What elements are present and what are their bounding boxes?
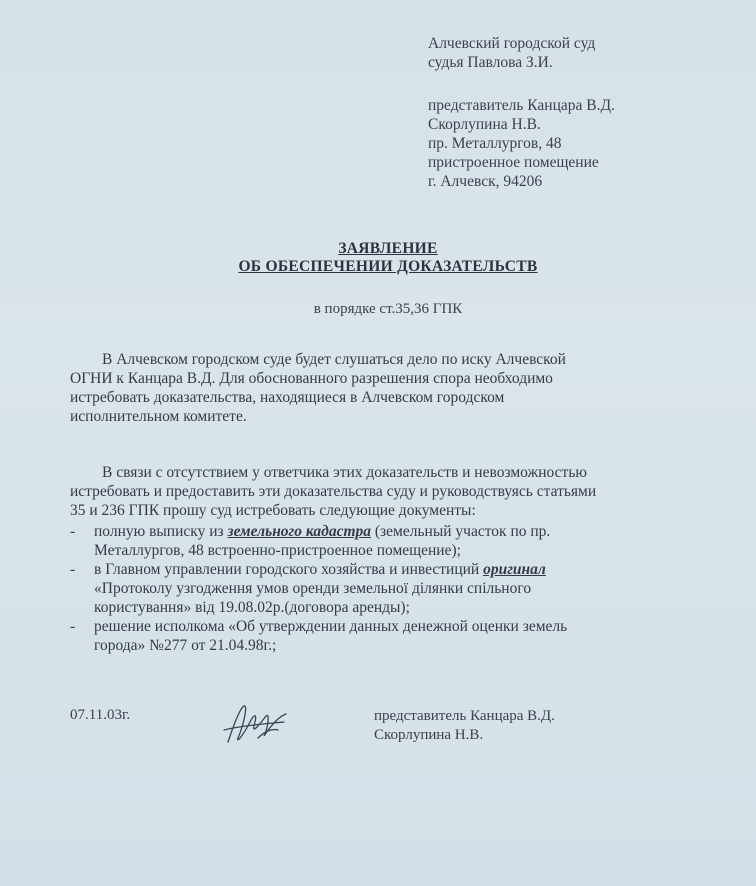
recipient-judge: судья Павлова З.И. xyxy=(428,54,553,71)
list-item-line: користування» від 19.08.02р.(договора аренды); xyxy=(94,599,410,616)
signatory-line-1: представитель Канцара В.Д. xyxy=(374,708,555,724)
list-item-line: решение исполкома «Об утверждении данных денежной оценки земель xyxy=(94,618,568,635)
list-item-line: города» №277 от 21.04.98г.; xyxy=(94,637,277,654)
paragraph-2-line: 35 и 236 ГПК прошу суд истребовать следующие документы: xyxy=(70,502,476,519)
legal-basis: в порядке ст.35,36 ГПК xyxy=(313,301,463,317)
document-date: 07.11.03г. xyxy=(70,707,131,723)
emphasis-original: оригинал xyxy=(483,561,546,578)
list-item-line xyxy=(94,522,740,541)
sender-line-4: пристроенное помещение xyxy=(428,154,599,171)
paragraph-1 xyxy=(70,350,740,426)
list-item-line: «Протоколу узгодження умов оренди земельної ділянки спільного xyxy=(94,580,532,597)
sender-line-2: Скорлупина Н.В. xyxy=(428,116,541,133)
sender-line-3: пр. Металлургов, 48 xyxy=(428,135,562,152)
paragraph-2 xyxy=(70,463,740,520)
list-dash: - xyxy=(70,523,76,540)
paragraph-2-line: истребовать и предоставить эти доказательства суду и руководствуясь статьями xyxy=(70,483,597,500)
list-item xyxy=(70,617,740,655)
paragraph-1-line: истребовать доказательства, находящиеся в Алчевском городском xyxy=(70,389,505,406)
list-item-text: (земельный участок по пр. xyxy=(371,523,551,540)
document-title-subject: ОБ ОБЕСПЕЧЕНИИ ДОКАЗАТЕЛЬСТВ xyxy=(238,258,538,275)
signatory-line-2: Скорлупина Н.В. xyxy=(374,727,484,743)
sender-line-1: представитель Канцара В.Д. xyxy=(428,97,615,114)
paragraph-1-line: ОГНИ к Канцара В.Д. Для обоснованного разрешения спора необходимо xyxy=(70,370,553,387)
recipient-court: Алчевский городской суд xyxy=(428,35,596,52)
paragraph-1-line: В Алчевском городском суде будет слушаться дело по иску Алчевской xyxy=(102,351,566,368)
list-item-text: полную выписку из xyxy=(94,523,228,540)
list-item-text: в Главном управлении городского хозяйства и инвестиций xyxy=(94,561,484,578)
paragraph-1-line: исполнительном комитете. xyxy=(70,408,247,425)
list-item xyxy=(70,560,740,617)
list-dash: - xyxy=(70,618,76,635)
list-item-line: Металлургов, 48 встроенно-пристроенное помещение); xyxy=(94,542,461,559)
document-title: ЗАЯВЛЕНИЕ xyxy=(338,240,438,257)
sender-line-5: г. Алчевск, 94206 xyxy=(428,173,543,190)
paragraph-2-line: В связи с отсутствием у ответчика этих доказательств и невозможностью xyxy=(102,464,587,481)
list-item xyxy=(70,522,740,560)
list-item-line xyxy=(94,560,740,579)
sender-block xyxy=(428,96,615,191)
handwritten-signature xyxy=(214,694,304,754)
requested-documents-list xyxy=(70,522,740,655)
signature-block xyxy=(374,707,555,745)
list-dash: - xyxy=(70,561,76,578)
recipient-block xyxy=(428,34,595,72)
emphasis-cadastre: земельного кадастра xyxy=(227,523,372,540)
